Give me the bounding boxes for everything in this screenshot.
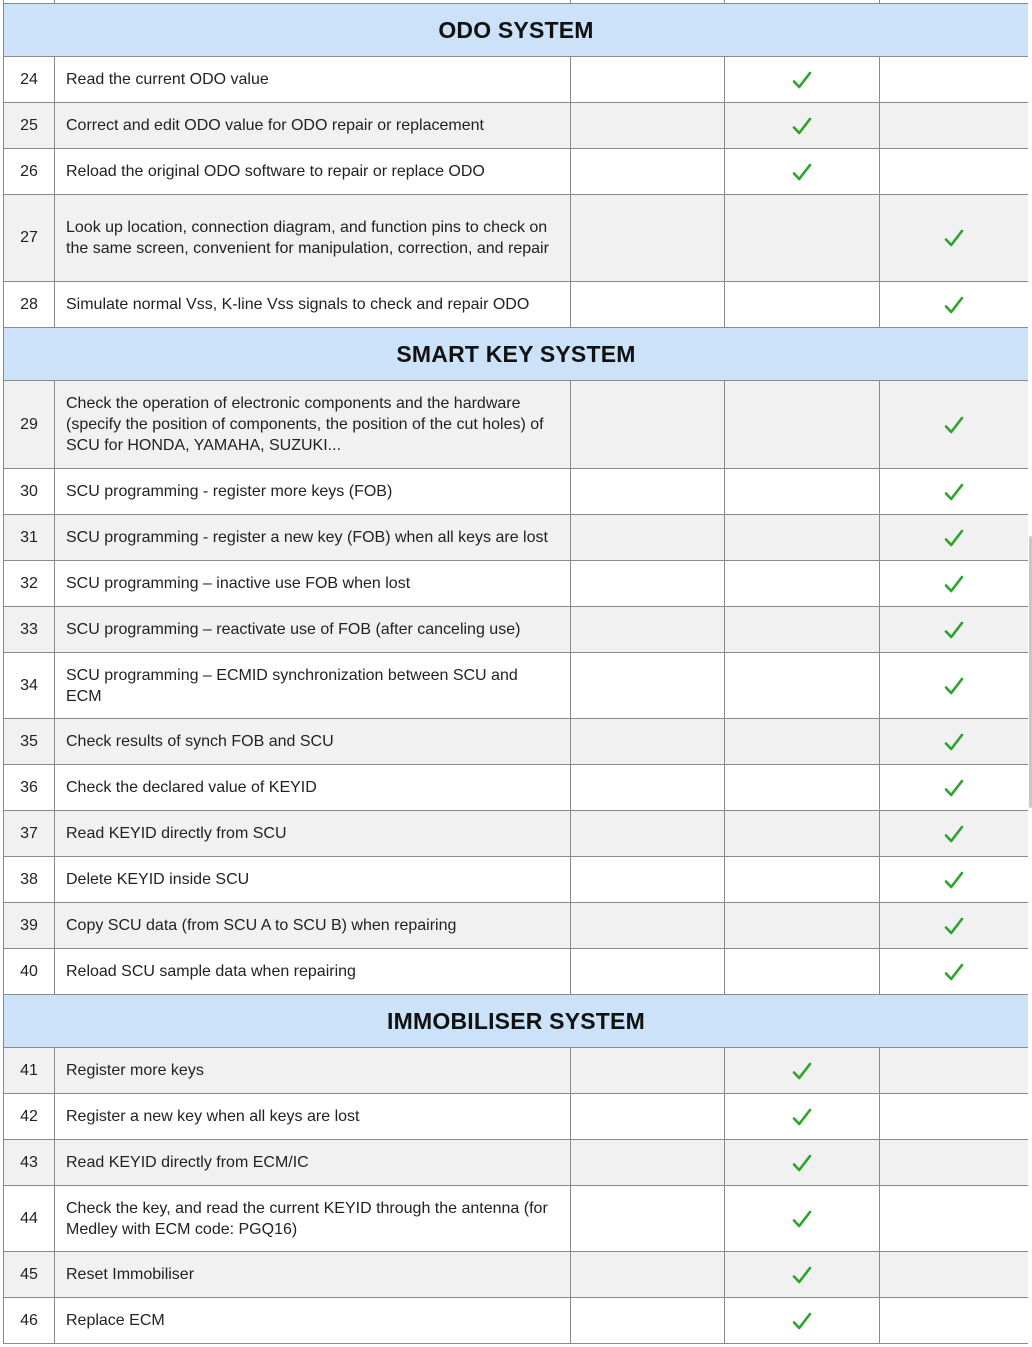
support-cell-3 [880,811,1029,857]
table-row [4,103,1029,149]
support-cell-2 [725,149,880,195]
support-cell-1 [571,719,725,765]
support-cell-1 [571,811,725,857]
support-cell-1 [571,195,725,282]
row-number: 38 [4,857,55,903]
support-cell-2 [725,561,880,607]
row-description: SCU programming – reactivate use of FOB (after canceling use) [55,607,571,653]
row-number: 46 [4,1298,55,1344]
table-row [4,765,1029,811]
row-description: Look up location, connection diagram, and function pins to check on the same screen, convenient for manipulation, correction, and repair [55,195,571,282]
table-row [4,719,1029,765]
row-number: 27 [4,195,55,282]
section-header-row [4,328,1029,381]
table-row [4,1186,1029,1252]
check-icon [792,1153,812,1173]
support-cell-3 [880,282,1029,328]
table-row [4,1094,1029,1140]
row-number: 40 [4,949,55,995]
support-cell-1 [571,765,725,811]
support-cell-1 [571,1298,725,1344]
support-cell-3 [880,103,1029,149]
support-cell-2 [725,1094,880,1140]
check-icon [792,162,812,182]
check-icon [944,482,964,502]
row-number: 35 [4,719,55,765]
support-cell-3 [880,381,1029,469]
table-row [4,1048,1029,1094]
row-description: Reload SCU sample data when repairing [55,949,571,995]
row-number: 36 [4,765,55,811]
row-description: Read KEYID directly from SCU [55,811,571,857]
row-description: Copy SCU data (from SCU A to SCU B) when repairing [55,903,571,949]
table-row [4,903,1029,949]
feature-table [3,0,1029,1344]
support-cell-1 [571,103,725,149]
support-cell-2 [725,1252,880,1298]
support-cell-3 [880,1048,1029,1094]
support-cell-3 [880,765,1029,811]
row-description: Check results of synch FOB and SCU [55,719,571,765]
support-cell-2 [725,903,880,949]
support-cell-1 [571,149,725,195]
support-cell-2 [725,1298,880,1344]
check-icon [944,620,964,640]
support-cell-1 [571,607,725,653]
support-cell-1 [571,857,725,903]
check-icon [944,778,964,798]
table-row [4,607,1029,653]
table-row [4,811,1029,857]
support-cell-3 [880,469,1029,515]
support-cell-2 [725,195,880,282]
row-number: 24 [4,57,55,103]
support-cell-3 [880,857,1029,903]
row-description: Simulate normal Vss, K-line Vss signals to check and repair ODO [55,282,571,328]
row-description: Reset Immobiliser [55,1252,571,1298]
section-header-row [4,995,1029,1048]
support-cell-3 [880,515,1029,561]
row-number: 30 [4,469,55,515]
support-cell-2 [725,765,880,811]
feature-table-container [3,0,1028,1344]
check-icon [944,295,964,315]
support-cell-1 [571,469,725,515]
row-number: 28 [4,282,55,328]
row-number: 26 [4,149,55,195]
support-cell-1 [571,515,725,561]
check-icon [944,824,964,844]
check-icon [944,415,964,435]
check-icon [792,70,812,90]
support-cell-1 [571,1140,725,1186]
section-title: SMART KEY SYSTEM [4,328,1029,381]
support-cell-3 [880,653,1029,719]
check-icon [792,1061,812,1081]
check-icon [792,1265,812,1285]
check-icon [792,116,812,136]
support-cell-2 [725,1140,880,1186]
support-cell-2 [725,857,880,903]
support-cell-3 [880,195,1029,282]
scrollbar-track[interactable] [1028,0,1032,1347]
table-row [4,561,1029,607]
support-cell-3 [880,1252,1029,1298]
support-cell-2 [725,949,880,995]
support-cell-2 [725,653,880,719]
support-cell-3 [880,149,1029,195]
row-description: Delete KEYID inside SCU [55,857,571,903]
row-number: 34 [4,653,55,719]
row-number: 44 [4,1186,55,1252]
row-description: Read the current ODO value [55,57,571,103]
support-cell-3 [880,1186,1029,1252]
row-description: SCU programming - register a new key (FOB) when all keys are lost [55,515,571,561]
support-cell-1 [571,949,725,995]
support-cell-3 [880,607,1029,653]
row-number: 29 [4,381,55,469]
row-description: SCU programming – ECMID synchronization between SCU and ECM [55,653,571,719]
support-cell-3 [880,57,1029,103]
support-cell-2 [725,811,880,857]
section-title: IMMOBILISER SYSTEM [4,995,1029,1048]
row-number: 33 [4,607,55,653]
table-row [4,1252,1029,1298]
row-description: Correct and edit ODO value for ODO repair or replacement [55,103,571,149]
row-number: 41 [4,1048,55,1094]
support-cell-3 [880,949,1029,995]
row-number: 37 [4,811,55,857]
support-cell-2 [725,103,880,149]
support-cell-1 [571,653,725,719]
check-icon [944,676,964,696]
row-description: Check the declared value of KEYID [55,765,571,811]
row-number: 39 [4,903,55,949]
support-cell-1 [571,1094,725,1140]
table-row [4,1298,1029,1344]
row-number: 45 [4,1252,55,1298]
support-cell-1 [571,282,725,328]
row-number: 32 [4,561,55,607]
support-cell-2 [725,282,880,328]
row-description: Reload the original ODO software to repair or replace ODO [55,149,571,195]
support-cell-3 [880,1094,1029,1140]
check-icon [944,574,964,594]
table-row [4,149,1029,195]
section-title: ODO SYSTEM [4,4,1029,57]
row-number: 42 [4,1094,55,1140]
support-cell-1 [571,1186,725,1252]
row-description: Register a new key when all keys are lost [55,1094,571,1140]
check-icon [944,228,964,248]
table-row [4,469,1029,515]
support-cell-3 [880,719,1029,765]
support-cell-2 [725,607,880,653]
support-cell-2 [725,515,880,561]
support-cell-2 [725,57,880,103]
table-row [4,1140,1029,1186]
support-cell-1 [571,561,725,607]
row-description: Check the operation of electronic components and the hardware (specify the position of components, the position of the cut holes) of SCU for HONDA, YAMAHA, SUZUKI... [55,381,571,469]
row-number: 31 [4,515,55,561]
row-number: 43 [4,1140,55,1186]
row-description: SCU programming - register more keys (FOB) [55,469,571,515]
section-header-row [4,4,1029,57]
check-icon [944,916,964,936]
table-row [4,381,1029,469]
row-description: Check the key, and read the current KEYID through the antenna (for Medley with ECM code: PGQ16) [55,1186,571,1252]
support-cell-3 [880,1140,1029,1186]
table-row [4,57,1029,103]
table-row [4,195,1029,282]
check-icon [792,1209,812,1229]
support-cell-1 [571,903,725,949]
check-icon [792,1311,812,1331]
support-cell-2 [725,381,880,469]
support-cell-2 [725,1048,880,1094]
support-cell-1 [571,1048,725,1094]
row-description: Replace ECM [55,1298,571,1344]
support-cell-3 [880,903,1029,949]
check-icon [944,528,964,548]
check-icon [944,732,964,752]
check-icon [944,870,964,890]
support-cell-2 [725,1186,880,1252]
table-row [4,949,1029,995]
support-cell-2 [725,719,880,765]
support-cell-3 [880,561,1029,607]
row-number: 25 [4,103,55,149]
support-cell-1 [571,381,725,469]
support-cell-1 [571,1252,725,1298]
support-cell-1 [571,57,725,103]
support-cell-2 [725,469,880,515]
table-row [4,515,1029,561]
check-icon [944,962,964,982]
check-icon [792,1107,812,1127]
row-description: Read KEYID directly from ECM/IC [55,1140,571,1186]
row-description: Register more keys [55,1048,571,1094]
support-cell-3 [880,1298,1029,1344]
table-row [4,653,1029,719]
table-row [4,282,1029,328]
row-description: SCU programming – inactive use FOB when lost [55,561,571,607]
table-row [4,857,1029,903]
